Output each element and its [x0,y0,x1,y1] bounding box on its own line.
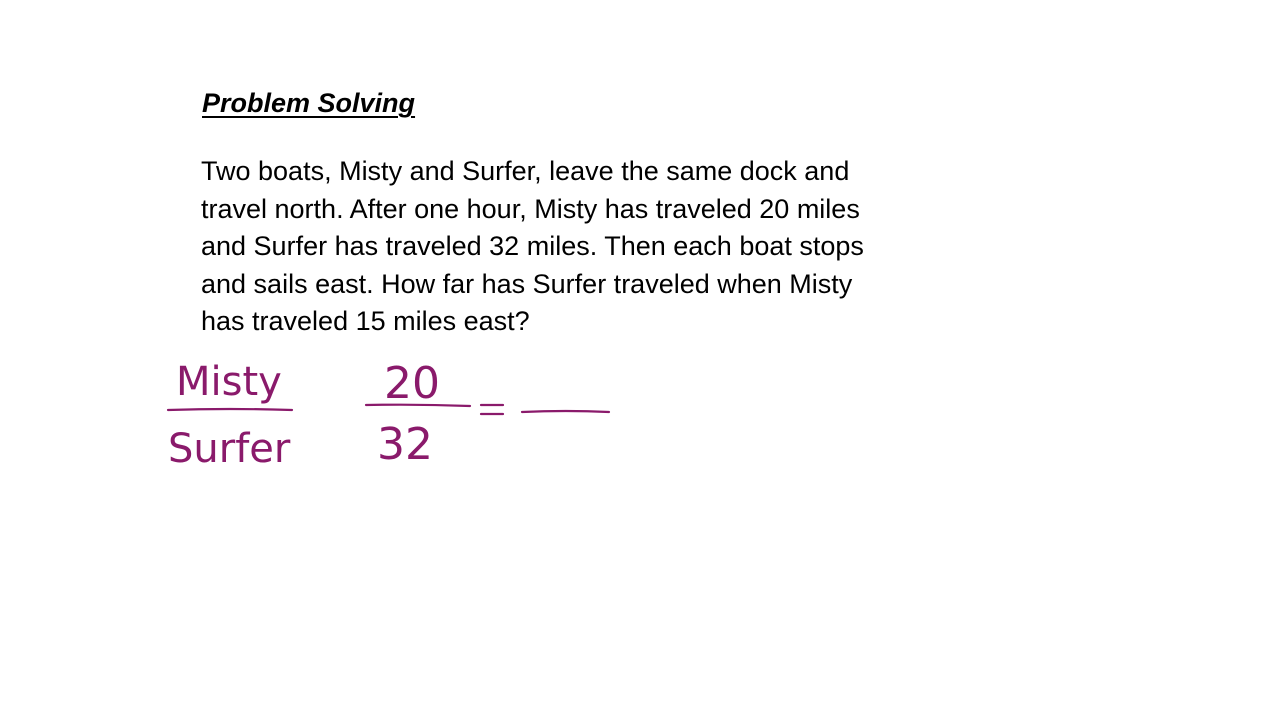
handwritten-denominator: 32 [377,419,433,470]
page-title: Problem Solving [202,88,416,118]
handwritten-label-surfer: Surfer [168,426,291,472]
answer-blank-line [522,411,609,412]
problem-line: and Surfer has traveled 32 miles. Then each boat stops [201,231,864,261]
problem-line: Two boats, Misty and Surfer, leave the same dock and [201,156,850,186]
fraction-bar-numbers [366,405,470,406]
handwritten-equals-sign [481,405,503,414]
problem-line: and sails east. How far has Surfer traveled when Misty [201,268,853,299]
handwritten-numerator: 20 [384,358,440,409]
problem-line: has traveled 15 miles east? [201,306,530,336]
fraction-bar-labels [168,409,292,410]
handwritten-label-misty: Misty [176,359,282,405]
problem-line: travel north. After one hour, Misty has traveled 20 miles [201,193,860,224]
